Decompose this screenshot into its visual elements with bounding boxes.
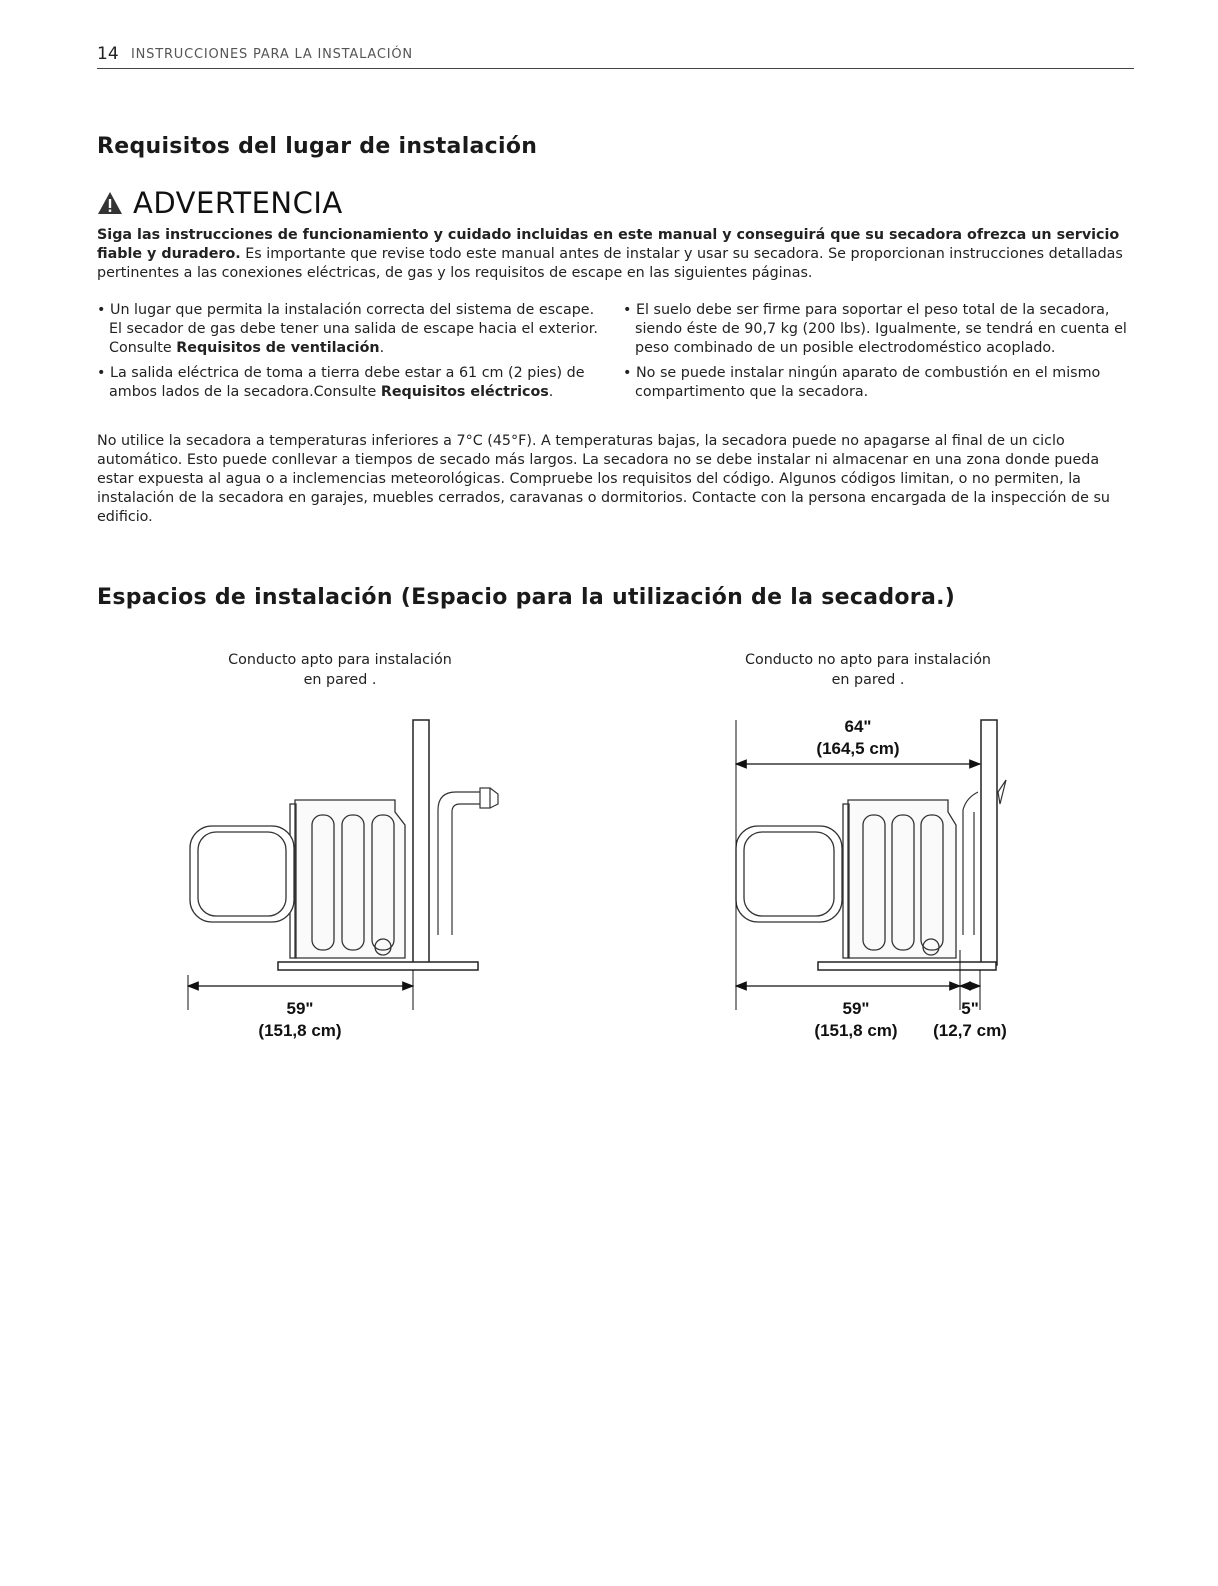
header-title: INSTRUCCIONES PARA LA INSTALACIÓN: [131, 47, 413, 62]
list-item: • No se puede instalar ningún aparato de combustión en el mismo compartimento que la secadora.: [623, 365, 1101, 400]
intro-rest: Es importante que revise todo este manual antes de instalar y usar su secadora. Se proporcionan instrucciones detalladas pertinentes a las conexiones eléctricas, de gas y los requisitos de escape en las siguientes páginas.: [97, 246, 1123, 281]
floor: [818, 962, 996, 970]
figure-caption-left: Conducto apto para instalación en pared .: [228, 652, 452, 688]
warning-banner: [97, 186, 343, 220]
figure-caption-right: Conducto no apto para instalación en pared .: [744, 652, 991, 688]
dim-gap-in: 5": [961, 999, 979, 1018]
intro-bold: Siga las instrucciones de funcionamiento y cuidado incluidas en este manual y conseguirá que su secadora ofrezca un servicio fiable y duradero.: [97, 227, 1120, 262]
dim-top-in: 64": [844, 717, 872, 736]
page-header: [97, 44, 1134, 69]
bullet-list-right: [623, 301, 1133, 408]
dim-width-in: 59": [286, 999, 314, 1018]
dryer-clearance-diagram-right: [728, 700, 1088, 1045]
temperature-paragraph: No utilice la secadora a temperaturas inferiores a 7°C (45°F). A temperaturas bajas, la secadora puede no apagarse al final de un ciclo automático. Esto puede conllevar a tiempos de secado más largos. La secadora no se debe instalar ni almacenar en una zona donde pueda estar expuesta al agua o a inclemencias meteorológicas. Compruebe los requisitos del código. Algunos códigos limitan, o no permiten, la instalación de la secadora en garajes, muebles cerrados, caravanas o dormitorios. Contacte con la persona encargada de la inspección de su edificio.: [97, 433, 1110, 525]
list-item: • El suelo debe ser firme para soportar el peso total de la secadora, siendo éste de 90,7 kg (200 lbs). Igualmente, se tendrá en cuenta el peso combinado de un posible electrodoméstico acoplado.: [623, 302, 1127, 356]
dryer-body: [843, 800, 956, 958]
wall: [981, 720, 997, 965]
dryer-clearance-diagram-left: [180, 700, 520, 1045]
warning-triangle-icon: [97, 191, 123, 215]
wall: [413, 720, 429, 965]
section-heading-espacios: Espacios de instalación (Espacio para la utilización de la secadora.): [97, 585, 956, 610]
dryer-door: [736, 826, 842, 922]
warning-label: ADVERTENCIA: [133, 186, 343, 220]
dim-width-cm: (151,8 cm): [814, 1021, 898, 1040]
section-heading-requisitos: Requisitos del lugar de instalación: [97, 134, 538, 159]
dryer-door: [190, 826, 294, 922]
dryer-body: [290, 800, 405, 958]
exhaust-duct: [438, 788, 498, 935]
list-item: • Un lugar que permita la instalación correcta del sistema de escape. El secador de gas debe tener una salida de escape hacia el exterior. Consulte Requisitos de ventilación.: [97, 302, 598, 356]
dim-top-cm: (164,5 cm): [816, 739, 900, 758]
dim-width-in: 59": [842, 999, 870, 1018]
bullet-list-left: [97, 301, 609, 408]
intro-paragraph: [97, 226, 1127, 283]
floor: [278, 962, 478, 970]
dim-gap-cm: (12,7 cm): [933, 1021, 1007, 1040]
dim-width-cm: (151,8 cm): [258, 1021, 342, 1040]
list-item: • La salida eléctrica de toma a tierra debe estar a 61 cm (2 pies) de ambos lados de la secadora.Consulte Requisitos eléctricos.: [97, 365, 585, 400]
page-number: 14: [97, 44, 119, 64]
